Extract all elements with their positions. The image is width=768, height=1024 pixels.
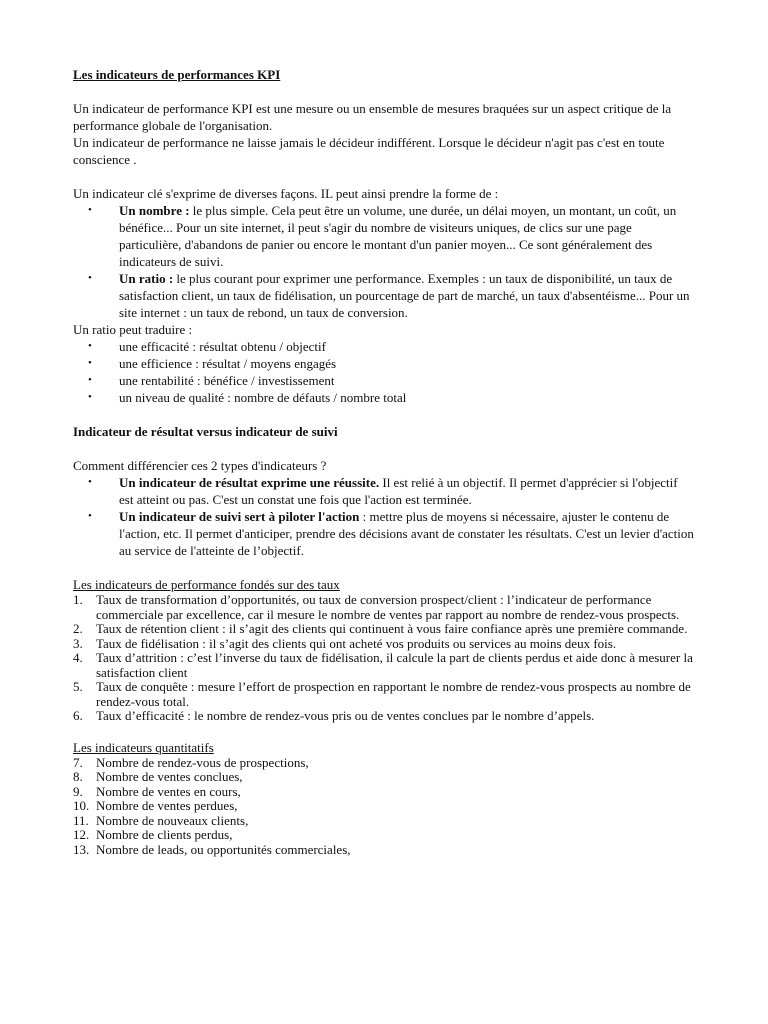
list-item <box>73 593 695 622</box>
item-text: Nombre de rendez-vous de prospections, <box>96 754 309 770</box>
quantitative-indicators-list <box>73 756 695 858</box>
section-heading-rates: Les indicateurs de performance fondés sur des taux <box>73 577 340 592</box>
list-item <box>73 508 695 559</box>
list-item <box>73 474 695 508</box>
item-number: 5. <box>73 679 83 694</box>
item-text: Nombre de nouveaux clients, <box>96 812 249 828</box>
item-label: Un indicateur de suivi sert à piloter l'action <box>119 509 360 524</box>
ratio-intro: Un ratio peut traduire : <box>73 322 193 337</box>
forms-intro: Un indicateur clé s'exprime de diverses façons. IL peut ainsi prendre la forme de : <box>73 186 499 201</box>
item-text: : mettre plus de moyens si nécessaire, ajuster le contenu de l'action, etc. Il permet d'anticiper, prendre des décisions avant de constater les résultats. C'est un levier d'action au service de l'atteinte de l’objectif. <box>119 509 694 558</box>
list-item <box>73 770 695 785</box>
intro-paragraph: Un indicateur de performance KPI est une mesure ou un ensemble de mesures braquées sur un aspect critique de la performance globale de l'organisation. <box>73 101 672 133</box>
item-number: 11. <box>73 812 89 828</box>
intro-block <box>73 100 695 168</box>
item-number: 10. <box>73 798 90 813</box>
list-item <box>73 270 695 321</box>
list-item <box>73 680 695 709</box>
list-item <box>73 709 695 724</box>
list-item <box>73 202 695 270</box>
item-text: Nombre de ventes en cours, <box>96 783 241 799</box>
item-text: Taux de conquête : mesure l’effort de prospection en rapportant le nombre de rendez-vous prospects au nombre de rendez-vous total. <box>96 679 691 709</box>
list-item <box>73 651 695 680</box>
item-number: 4. <box>73 650 83 665</box>
section-heading-result-vs-follow: Indicateur de résultat versus indicateur de suivi <box>73 424 338 439</box>
item-label: Un ratio : <box>119 271 174 286</box>
list-item: • un niveau de qualité : nombre de défauts / nombre total <box>73 389 695 406</box>
list-item <box>73 756 695 771</box>
item-text: Taux de rétention client : il s’agit des clients qui continuent à vous faire confiance après une première commande. <box>96 621 688 636</box>
list-item <box>73 814 695 829</box>
item-text: Nombre de ventes perdues, <box>96 798 238 813</box>
item-number: 3. <box>73 635 83 651</box>
list-item <box>73 843 695 858</box>
list-item: • une efficacité : résultat obtenu / objectif <box>73 338 695 355</box>
item-label: Un indicateur de résultat exprime une réussite. <box>119 475 380 490</box>
item-number: 6. <box>73 708 83 723</box>
list-item <box>73 637 695 652</box>
item-text: Il est relié à un objectif. Il permet d'apprécier si l'objectif est atteint ou pas. C'est un constat une fois que l'action est terminée. <box>119 475 678 507</box>
forms-list <box>73 202 695 321</box>
item-text: Nombre de clients perdus, <box>96 827 233 842</box>
indicator-types-list <box>73 474 695 559</box>
document-body <box>73 66 695 857</box>
rate-indicators-list <box>73 593 695 724</box>
item-text: Nombre de ventes conclues, <box>96 769 243 784</box>
list-item: • une rentabilité : bénéfice / investissement <box>73 372 695 389</box>
section2-question: Comment différencier ces 2 types d'indicateurs ? <box>73 458 327 473</box>
item-text: le plus simple. Cela peut être un volume, une durée, un délai moyen, un montant, un coût, un bénéfice... Pour un site internet, il peut s'agir du nombre de visiteurs uniques, de clics sur une page particulière, d'abandons de panier ou encore le montant d'un panier moyen... Ce sont généralement des indicateurs de suivi. <box>119 203 677 269</box>
item-label: Un nombre : <box>119 203 190 218</box>
item-number: 7. <box>73 754 83 770</box>
ratio-list <box>73 338 695 406</box>
list-item <box>73 799 695 814</box>
list-item <box>73 622 695 637</box>
intro-paragraph: Un indicateur de performance ne laisse jamais le décideur indifférent. Lorsque le décideur n'agit pas c'est en toute conscience . <box>73 135 665 167</box>
item-text: Taux d’efficacité : le nombre de rendez-vous pris ou de ventes conclues par le nombre d’appels. <box>96 708 595 723</box>
section-heading-quantitative: Les indicateurs quantitatifs <box>73 739 214 755</box>
item-number: 9. <box>73 783 83 799</box>
list-item <box>73 785 695 800</box>
list-item <box>73 828 695 843</box>
item-text: Nombre de leads, ou opportunités commerciales, <box>96 841 351 857</box>
page-title: Les indicateurs de performances KPI <box>73 67 281 82</box>
item-number: 8. <box>73 769 83 784</box>
item-text: Taux de transformation d’opportunités, ou taux de conversion prospect/client : l’indicateur de performance commerciale par excellence, car il mesure le nombre de ventes par rapport au nombre de rendez-vous prospects. <box>96 592 680 622</box>
item-number: 13. <box>73 841 90 857</box>
list-item: • une efficience : résultat / moyens engagés <box>73 355 695 372</box>
item-number: 2. <box>73 621 83 636</box>
item-text: Taux de fidélisation : il s’agit des clients qui ont acheté vos produits ou services au moins deux fois. <box>96 635 617 651</box>
item-number: 12. <box>73 827 90 842</box>
item-text: Taux d’attrition : c’est l’inverse du taux de fidélisation, il calcule la part de clients perdus et aide donc à mesurer la satisfaction client <box>96 650 693 680</box>
item-number: 1. <box>73 592 83 607</box>
item-text: le plus courant pour exprimer une performance. Exemples : un taux de disponibilité, un taux de satisfaction client, un taux de fidélisation, un pourcentage de part de marché, un taux d'absentéisme... Pour un site internet : un taux de rebond, un taux de conversion. <box>119 271 690 320</box>
